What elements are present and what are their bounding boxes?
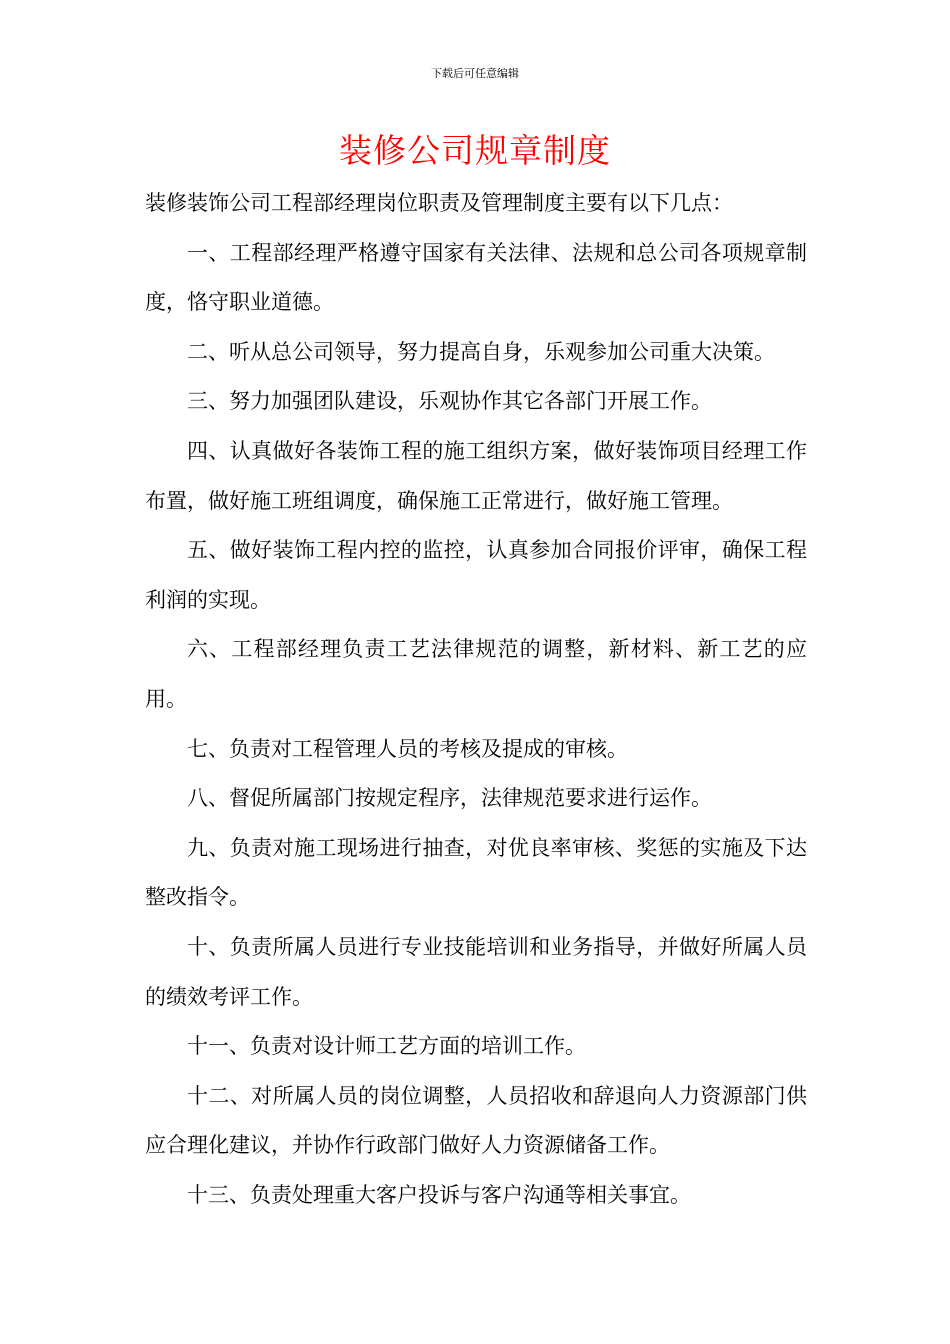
clause-paragraph: 四、认真做好各装饰工程的施工组织方案，做好装饰项目经理工作布置，做好施工班组调度，确保施工正常进行，做好施工管理。	[145, 438, 807, 513]
clause-paragraph: 五、做好装饰工程内控的监控，认真参加合同报价评审，确保工程利润的实现。	[145, 538, 807, 612]
clause-paragraph: 十三、负责处理重大客户投诉与客户沟通等相关事宜。	[187, 1182, 691, 1207]
clause-paragraph: 八、督促所属部门按规定程序，法律规范要求进行运作。	[187, 786, 712, 811]
clause-paragraph: 十、负责所属人员进行专业技能培训和业务指导，并做好所属人员的绩效考评工作。	[145, 934, 807, 1009]
clause-paragraph: 一、工程部经理严格遵守国家有关法律、法规和总公司各项规章制度，恪守职业道德。	[145, 240, 807, 315]
clause-paragraph: 十二、对所属人员的岗位调整，人员招收和辞退向人力资源部门供应合理化建议，并协作行政部门做好人力资源储备工作。	[145, 1083, 807, 1158]
header-note: 下载后可任意编辑	[431, 67, 519, 80]
clause-paragraph: 十一、负责对设计师工艺方面的培训工作。	[187, 1034, 586, 1059]
clause-paragraph: 六、工程部经理负责工艺法律规范的调整，新材料、新工艺的应用。	[145, 637, 807, 711]
document-body	[145, 179, 807, 1220]
document-title: 装修公司规章制度	[339, 131, 611, 170]
clause-paragraph: 七、负责对工程管理人员的考核及提成的审核。	[187, 736, 628, 761]
clause-paragraph: 九、负责对施工现场进行抽查，对优良率审核、奖惩的实施及下达整改指令。	[145, 835, 807, 910]
intro-paragraph: 装修装饰公司工程部经理岗位职责及管理制度主要有以下几点：	[145, 191, 733, 215]
clause-paragraph: 二、听从总公司领导，努力提高自身，乐观参加公司重大决策。	[187, 339, 775, 364]
clause-paragraph: 三、努力加强团队建设，乐观协作其它各部门开展工作。	[187, 389, 712, 414]
